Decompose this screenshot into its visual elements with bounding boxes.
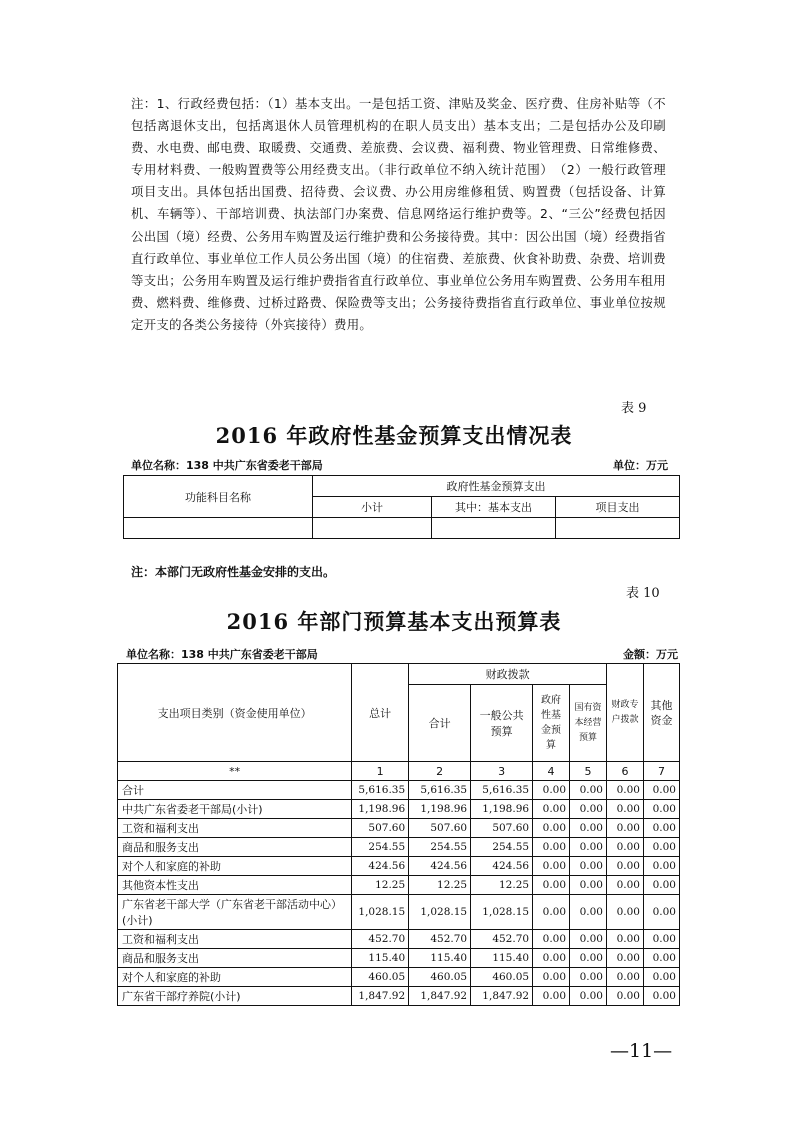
table-cell: 0.00 — [533, 930, 570, 949]
table-row — [124, 518, 680, 539]
table-row — [118, 781, 680, 800]
notes-paragraph: 注：1、行政经费包括：（1）基本支出。一是包括工资、津贴及奖金、医疗费、住房补贴等（不包括离退休支出，包括离退休人员管理机构的在职人员支出）基本支出；二是包括办公及印刷费、水电费、邮电费、取暖费、交通费、差旅费、会议费、福利费、物业管理费、日常维修费、专用材料费、一般购置费等公用经费支出。（非行政单位不纳入统计范围） （2）一般行政管理项目支出。具体包括出国费、招待费、会议费、办公用房维修租赁、购置费（包括设备、计算机、车辆等）、干部培训费、执法部门办案费、信息网络运行维护费等。2、“三公”经费包括因公出国（境）经费、公务用车购置及运行维护费和公务接待费。其中：因公出国（境）经费指省直行政单位、事业单位工作人员公务出国（境）的住宿费、差旅费、伙食补助费、杂费、培训费等支出；公务用车购置及运行维护费指省直行政单位、事业单位公务用车购置费、公务用车租用费、燃料费、维修费、过桥过路费、保险费等支出；公务接待费指省直行政单位、事业单位按规定开支的各类公务接待（外宾接待）费用。 — [131, 96, 666, 332]
table9-number: 表 9 — [621, 401, 647, 416]
table-cell: 0.00 — [607, 930, 644, 949]
table-cell: 0.00 — [643, 857, 679, 876]
table-cell: 254.55 — [471, 838, 533, 857]
row-label: 合计 — [118, 781, 352, 800]
table10-unit: 金额：万元 — [623, 648, 678, 661]
index-cell: 4 — [533, 762, 570, 781]
table-cell: 0.00 — [533, 781, 570, 800]
page-number: —11— — [610, 1040, 673, 1062]
table-cell: 12.25 — [352, 876, 409, 895]
row-label: 其他资本性支出 — [118, 876, 352, 895]
table-cell: 1,198.96 — [409, 800, 471, 819]
table-cell: 115.40 — [352, 949, 409, 968]
row-label: 对个人和家庭的补助 — [118, 857, 352, 876]
table-row — [118, 876, 680, 895]
table-cell: 0.00 — [570, 819, 607, 838]
row-label: 对个人和家庭的补助 — [118, 968, 352, 987]
table9 — [123, 475, 680, 539]
table-cell: 0.00 — [607, 895, 644, 930]
table-cell: 5,616.35 — [352, 781, 409, 800]
table-cell: 0.00 — [607, 949, 644, 968]
table-cell: 1,198.96 — [471, 800, 533, 819]
index-cell: 3 — [471, 762, 533, 781]
table-cell: 12.25 — [471, 876, 533, 895]
table-cell: 0.00 — [533, 800, 570, 819]
table-cell: 0.00 — [643, 895, 679, 930]
table-row — [118, 838, 680, 857]
table-cell: 1,847.92 — [409, 987, 471, 1006]
table-cell — [313, 518, 432, 539]
table-cell: 0.00 — [607, 819, 644, 838]
table10-unit-row — [126, 646, 678, 662]
table9-unit-name: 单位名称：138 中共广东省委老干部局 — [131, 459, 323, 472]
t10-header-general: 一般公共预算 — [471, 685, 533, 762]
row-label: 广东省老干部大学（广东省老干部活动中心）(小计) — [118, 895, 352, 930]
t9-header-func: 功能科目名称 — [124, 476, 313, 518]
table-cell: 507.60 — [352, 819, 409, 838]
table-cell: 0.00 — [570, 968, 607, 987]
table-cell: 460.05 — [409, 968, 471, 987]
table9-footnote: 注：本部门无政府性基金安排的支出。 — [131, 565, 336, 579]
table-cell: 0.00 — [570, 857, 607, 876]
table-cell: 0.00 — [533, 949, 570, 968]
table-cell: 0.00 — [533, 895, 570, 930]
t9-header-project: 项目支出 — [556, 497, 680, 518]
table-cell: 424.56 — [409, 857, 471, 876]
t10-header-other: 其他资金 — [643, 664, 679, 762]
table-cell: 507.60 — [409, 819, 471, 838]
table-cell: 0.00 — [643, 949, 679, 968]
table-cell: 5,616.35 — [471, 781, 533, 800]
index-cell: 2 — [409, 762, 471, 781]
index-cell: 5 — [570, 762, 607, 781]
table-cell: 0.00 — [643, 987, 679, 1006]
table-cell: 1,028.15 — [471, 895, 533, 930]
table10 — [117, 663, 680, 1006]
t10-header-item: 支出项目类别（资金使用单位） — [118, 664, 352, 762]
index-cell: 7 — [643, 762, 679, 781]
row-label: 商品和服务支出 — [118, 949, 352, 968]
table-cell: 0.00 — [533, 857, 570, 876]
table-cell: 0.00 — [570, 930, 607, 949]
table-cell: 0.00 — [607, 987, 644, 1006]
table-cell: 452.70 — [352, 930, 409, 949]
index-cell: 1 — [352, 762, 409, 781]
table-row — [118, 895, 680, 930]
t9-header-subtotal: 小计 — [313, 497, 432, 518]
table-cell: 0.00 — [607, 800, 644, 819]
t10-header-special: 财政专户拨款 — [607, 664, 644, 762]
table-cell: 254.55 — [409, 838, 471, 857]
table-cell: 0.00 — [570, 895, 607, 930]
t10-header-heji: 合计 — [409, 685, 471, 762]
table-cell: 507.60 — [471, 819, 533, 838]
table-cell: 115.40 — [471, 949, 533, 968]
table-cell: 115.40 — [409, 949, 471, 968]
table-cell: 254.55 — [352, 838, 409, 857]
table-cell: 0.00 — [643, 800, 679, 819]
index-cell: 6 — [607, 762, 644, 781]
table-cell: 1,847.92 — [352, 987, 409, 1006]
table9-title: 2016 年政府性基金预算支出情况表 — [215, 423, 573, 448]
table10-number: 表 10 — [626, 586, 660, 601]
index-cell: ** — [118, 762, 352, 781]
table-cell: 0.00 — [607, 857, 644, 876]
row-label: 广东省干部疗养院(小计) — [118, 987, 352, 1006]
table-cell: 460.05 — [471, 968, 533, 987]
table-cell: 0.00 — [570, 800, 607, 819]
table-cell: 460.05 — [352, 968, 409, 987]
row-label: 中共广东省委老干部局(小计) — [118, 800, 352, 819]
table-cell: 0.00 — [607, 838, 644, 857]
table-cell: 424.56 — [471, 857, 533, 876]
table10-title: 2016 年部门预算基本支出预算表 — [226, 609, 562, 634]
table-cell: 0.00 — [533, 987, 570, 1006]
table-cell: 0.00 — [570, 949, 607, 968]
table-cell: 0.00 — [533, 876, 570, 895]
t9-header-group: 政府性基金预算支出 — [313, 476, 680, 497]
t10-header-total: 总计 — [352, 664, 409, 762]
table9-unit-row — [131, 457, 668, 473]
table10-unit-name: 单位名称：138 中共广东省委老干部局 — [126, 648, 318, 661]
table-row — [118, 800, 680, 819]
table9-unit: 单位：万元 — [613, 459, 668, 472]
table-cell: 0.00 — [570, 838, 607, 857]
table-cell: 452.70 — [471, 930, 533, 949]
t10-header-state: 国有资本经营预算 — [570, 685, 607, 762]
table-row — [118, 930, 680, 949]
table-cell: 452.70 — [409, 930, 471, 949]
table-cell — [124, 518, 313, 539]
table-cell: 1,847.92 — [471, 987, 533, 1006]
table-cell: 0.00 — [607, 876, 644, 895]
table-cell — [556, 518, 680, 539]
table-cell: 0.00 — [643, 819, 679, 838]
table-cell: 0.00 — [643, 781, 679, 800]
row-label: 商品和服务支出 — [118, 838, 352, 857]
t10-header-govfund: 政府性基金预算 — [533, 685, 570, 762]
table-cell: 0.00 — [643, 876, 679, 895]
table-row — [118, 949, 680, 968]
table-row — [118, 857, 680, 876]
table-cell — [432, 518, 556, 539]
table-cell: 0.00 — [533, 819, 570, 838]
table-cell: 0.00 — [533, 838, 570, 857]
table-cell: 0.00 — [607, 781, 644, 800]
table-cell: 1,028.15 — [352, 895, 409, 930]
t9-header-basic: 其中：基本支出 — [432, 497, 556, 518]
table-cell: 5,616.35 — [409, 781, 471, 800]
table-cell: 0.00 — [533, 968, 570, 987]
table-row — [118, 968, 680, 987]
table-cell: 0.00 — [570, 781, 607, 800]
table-row — [118, 819, 680, 838]
t10-header-fiscal: 财政拨款 — [409, 664, 607, 685]
table-cell: 0.00 — [643, 930, 679, 949]
table-cell: 1,028.15 — [409, 895, 471, 930]
table-cell: 0.00 — [607, 968, 644, 987]
row-label: 工资和福利支出 — [118, 819, 352, 838]
table-cell: 424.56 — [352, 857, 409, 876]
table-cell: 0.00 — [570, 876, 607, 895]
table-cell: 12.25 — [409, 876, 471, 895]
table-cell: 0.00 — [643, 968, 679, 987]
table-row — [118, 987, 680, 1006]
table-cell: 0.00 — [643, 838, 679, 857]
table-cell: 1,198.96 — [352, 800, 409, 819]
row-label: 工资和福利支出 — [118, 930, 352, 949]
t10-index-row — [118, 762, 680, 781]
table-cell: 0.00 — [570, 987, 607, 1006]
